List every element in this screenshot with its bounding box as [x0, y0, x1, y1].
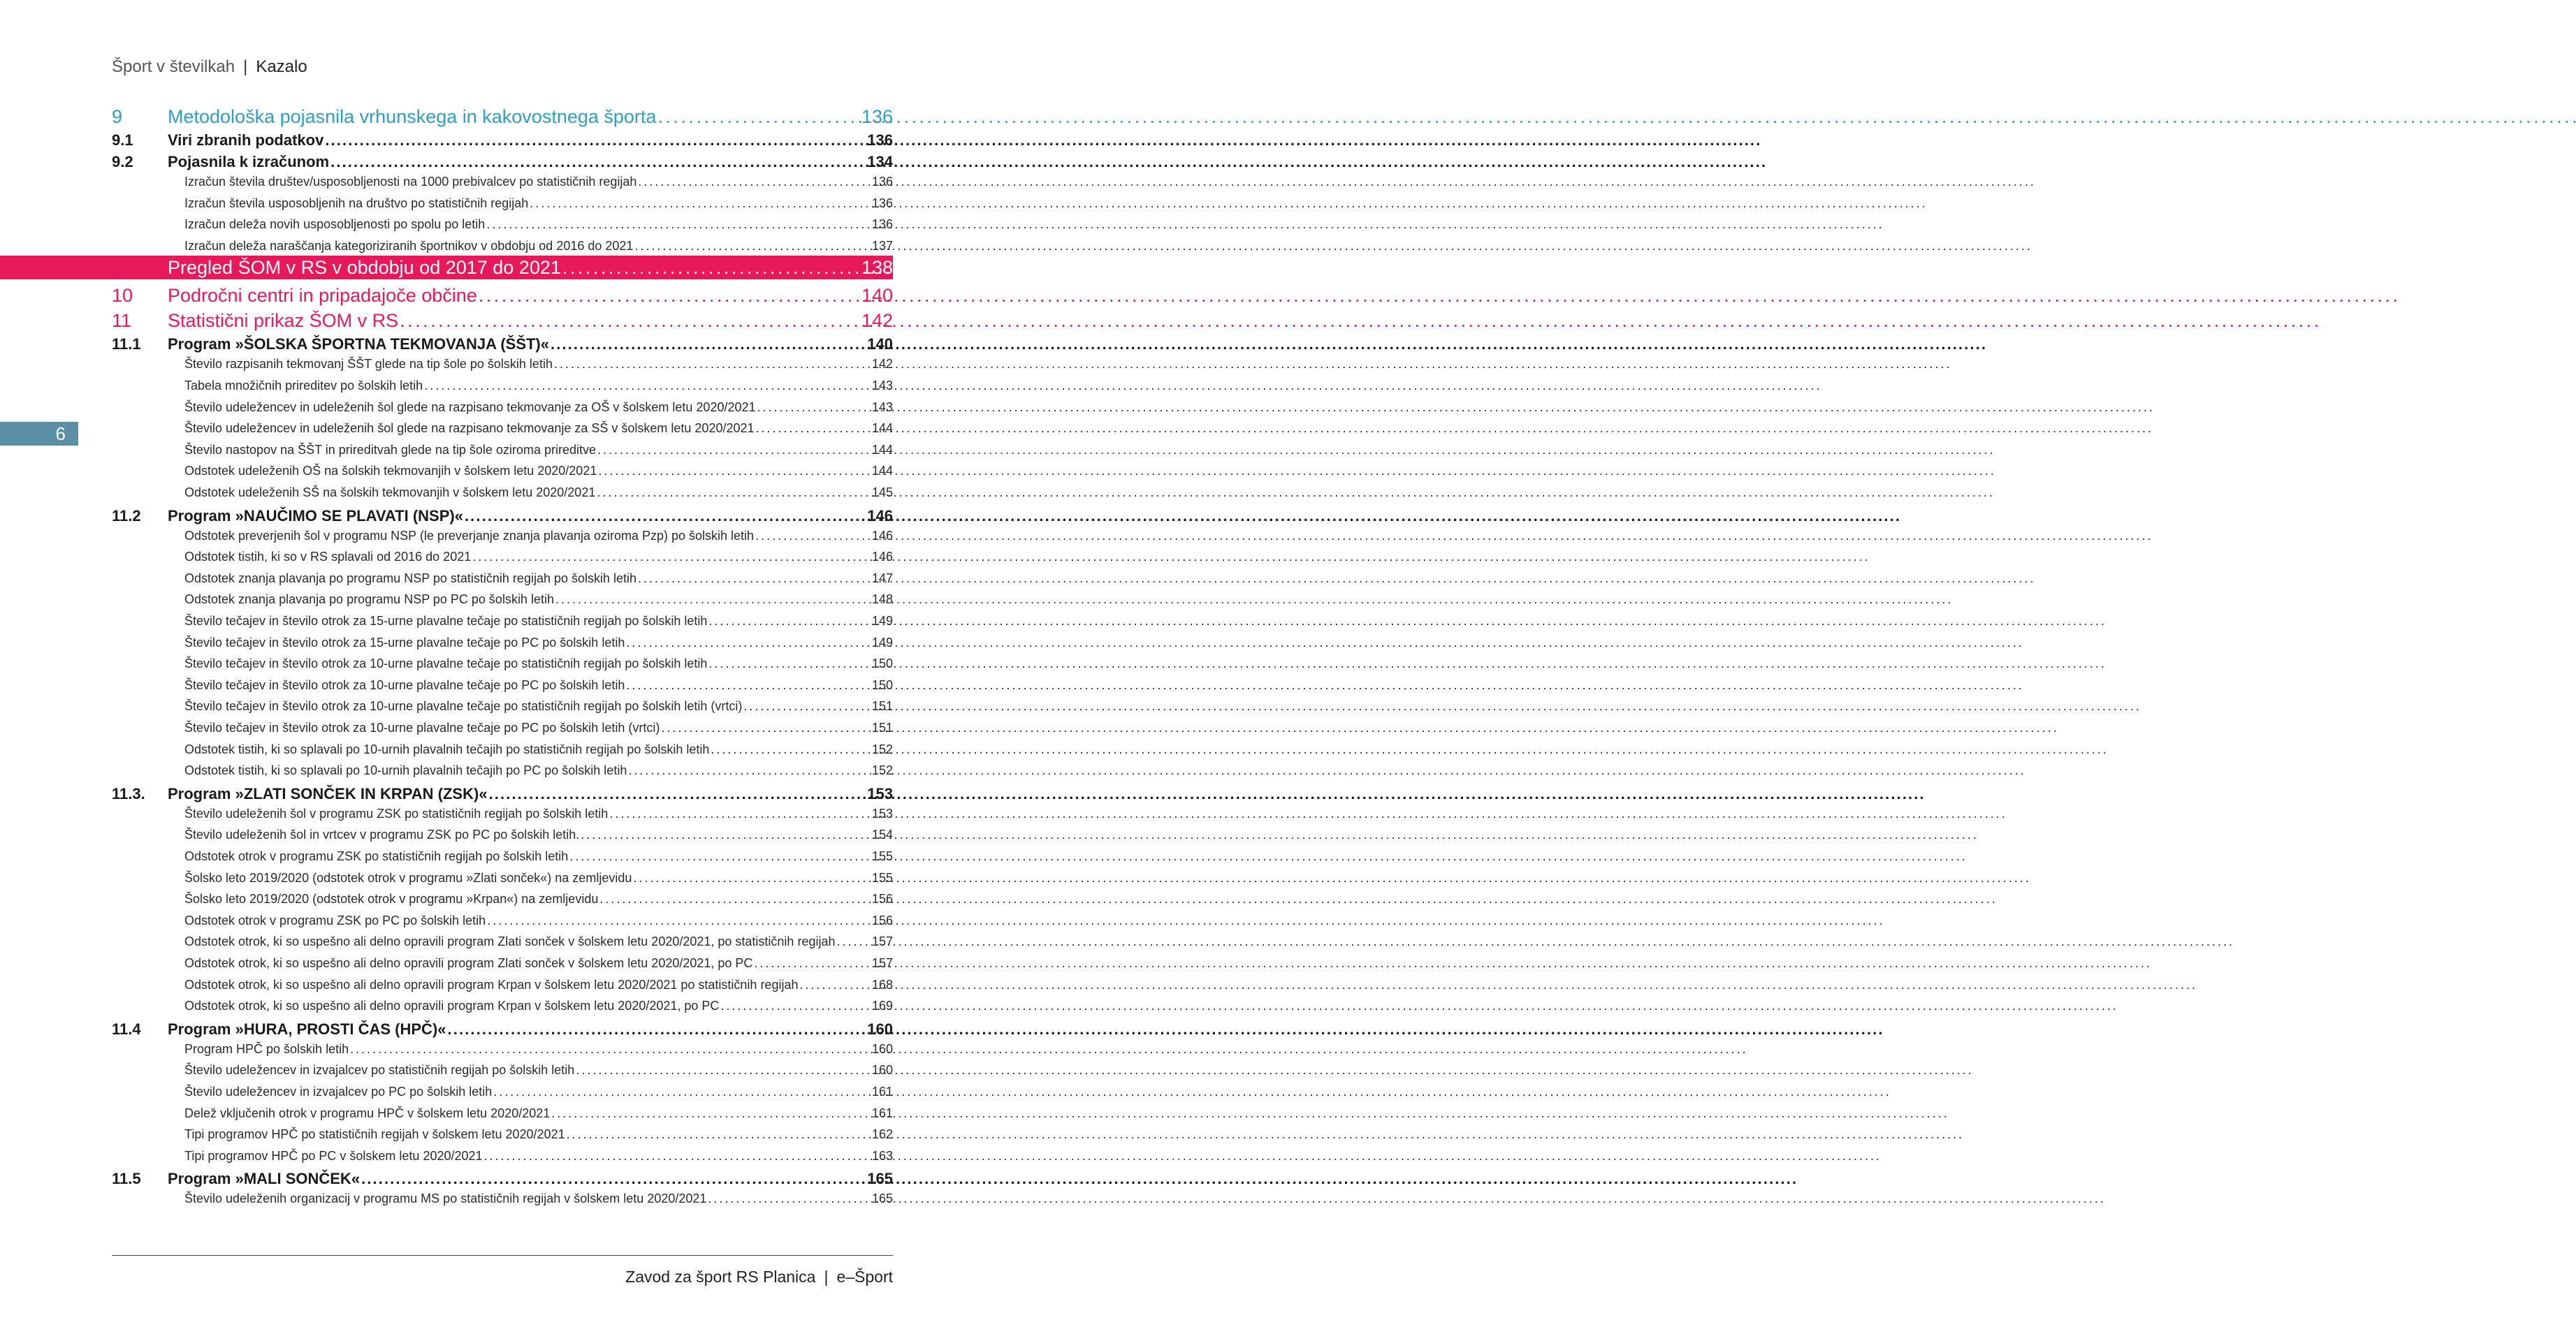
toc-page-number: 157 — [871, 956, 893, 970]
toc-entry-row[interactable] — [112, 550, 893, 564]
toc-page-number: 136 — [871, 196, 893, 210]
dot-leader — [581, 828, 871, 842]
toc-page-number: 156 — [871, 913, 893, 927]
toc-entry-row[interactable] — [112, 978, 893, 992]
toc-page-number: 140 — [867, 335, 893, 353]
toc-entry-title: Število tečajev in število otrok za 10-urne plavalne tečaje po PC po šolskih letih (vrtci) — [184, 721, 660, 735]
toc-entry-row[interactable] — [112, 1042, 893, 1057]
dot-leader — [555, 592, 871, 607]
toc-entry-row[interactable] — [112, 1063, 893, 1078]
dot-leader — [325, 131, 866, 149]
toc-entry-row[interactable] — [112, 357, 893, 372]
toc-entry-row[interactable] — [112, 721, 893, 735]
toc-entry-row[interactable] — [112, 807, 893, 821]
dot-leader — [484, 1149, 871, 1164]
toc-page-number: 165 — [867, 1170, 893, 1188]
dot-leader — [633, 871, 871, 886]
toc-entry-title: Število tečajev in število otrok za 10-urne plavalne tečaje po statističnih regijah po šolskih letih (vrtci) — [184, 699, 743, 714]
toc-page-number: 144 — [871, 442, 893, 457]
toc-page-number: 160 — [867, 1020, 893, 1038]
toc-entry-title: Število tečajev in število otrok za 15-urne plavalne tečaje po statističnih regijah po šolskih letih — [184, 614, 708, 628]
dot-leader — [634, 239, 871, 254]
toc-entry-title: Odstotek tistih, ki so splavali po 10-urnih plavalnih tečajih po statističnih regijah po šolskih letih — [184, 742, 710, 756]
toc-section-row[interactable] — [112, 1020, 893, 1039]
toc-chapter-title: Področni centri in pripadajoče občine — [168, 285, 477, 307]
toc-section-row[interactable] — [112, 335, 893, 353]
page-number-tab — [0, 422, 78, 446]
toc-page-number: 157 — [871, 934, 893, 949]
toc-entry-row[interactable] — [112, 443, 893, 457]
dot-leader — [598, 464, 871, 478]
toc-page-number: 136 — [871, 175, 893, 189]
toc-section-title: Program »MALI SONČEK« — [168, 1170, 361, 1188]
toc-section-number: 11.2 — [112, 506, 141, 525]
toc-entry-title: Število udeleženih šol in vrtcev v programu ZSK po PC po šolskih letih. — [184, 828, 580, 842]
toc-page-number: 151 — [871, 721, 893, 735]
toc-page-number: 144 — [871, 421, 893, 436]
dot-leader — [626, 678, 871, 693]
toc-page-number: 147 — [871, 571, 893, 585]
toc-entry-row[interactable] — [112, 657, 893, 671]
toc-entry-row[interactable] — [112, 592, 893, 607]
dot-leader — [361, 1170, 866, 1188]
dot-leader — [330, 153, 866, 171]
toc-entry-row[interactable] — [112, 871, 893, 886]
toc-section-number: 11.4 — [112, 1020, 141, 1038]
dot-leader — [754, 956, 871, 971]
toc-page-number: 155 — [871, 870, 893, 885]
toc-entry-title: Število udeleženih šol v programu ZSK po statističnih regijah po šolskih letih — [184, 806, 609, 821]
toc-entry-title: Število udeležencev in udeleženih šol glede na razpisano tekmovanje za OŠ v šolskem letu 2020/2021 — [184, 399, 756, 414]
toc-entry-title: Število tečajev in število otrok za 10-urne plavalne tečaje po PC po šolskih letih — [184, 677, 625, 692]
toc-entry-title: Število nastopov na ŠŠT in prireditvah glede na tip šole oziroma prireditve — [184, 442, 596, 457]
toc-entry-row[interactable] — [112, 742, 893, 757]
toc-entry-row[interactable] — [112, 529, 893, 543]
toc-entry-row[interactable] — [112, 1106, 893, 1121]
toc-entry-row[interactable] — [112, 379, 893, 393]
dot-leader — [626, 636, 871, 650]
toc-page-number: 163 — [871, 1148, 893, 1163]
toc-page-number: 143 — [871, 399, 893, 414]
toc-entry-title: Program HPČ po šolskih letih — [184, 1041, 349, 1056]
toc-page-number: 168 — [871, 977, 893, 992]
dot-leader — [657, 106, 860, 128]
toc-entry-row[interactable] — [112, 239, 893, 254]
toc-chapter-row[interactable] — [0, 256, 893, 279]
toc-entry-title: Odstotek znanja plavanja po programu NSP po statističnih regijah po šolskih letih — [184, 571, 637, 585]
toc-page-number: 160 — [871, 1041, 893, 1056]
toc-page-number: 143 — [871, 379, 893, 393]
toc-page-number: 144 — [871, 464, 893, 478]
toc-section-row[interactable] — [112, 785, 893, 803]
toc-entry-row[interactable] — [112, 636, 893, 650]
footer-publisher: Zavod za šport RS Planica — [625, 1268, 816, 1286]
dot-leader — [551, 1106, 871, 1121]
toc-entry-row[interactable] — [112, 1127, 893, 1142]
toc-page-number: 146 — [871, 528, 893, 543]
dot-leader — [628, 763, 871, 778]
toc-chapter-title: Pregled ŠOM v RS v obdobju od 2017 do 2021 — [168, 256, 561, 278]
toc-section-number: 9.2 — [112, 153, 133, 170]
toc-section-number: 11.3. — [112, 784, 145, 802]
toc-page-number: 152 — [871, 763, 893, 778]
toc-entry-title: Tipi programov HPČ po PC v šolskem letu 2020/2021 — [184, 1148, 483, 1163]
toc-entry-title: Število udeležencev in izvajalcev po statističnih regijah po šolskih letih — [184, 1063, 575, 1078]
toc-entry-row[interactable] — [112, 1085, 893, 1099]
dot-leader — [638, 571, 871, 586]
toc-page-number: 148 — [871, 592, 893, 607]
toc-section-number: 9.1 — [112, 131, 133, 149]
dot-leader — [609, 807, 871, 821]
page-header — [112, 57, 307, 77]
toc-entry-title: Število tečajev in število otrok za 15-urne plavalne tečaje po PC po šolskih letih — [184, 635, 625, 650]
toc-entry-row[interactable] — [112, 956, 893, 971]
toc-page-number: 134 — [867, 153, 893, 170]
toc-page-number: 145 — [871, 485, 893, 499]
toc-entry-title: Odstotek tistih, ki so splavali po 10-urnih plavalnih tečajih po PC po šolskih letih — [184, 763, 627, 778]
toc-entry-row[interactable] — [112, 999, 893, 1013]
toc-section-row[interactable] — [112, 153, 893, 171]
header-separator: | — [243, 57, 248, 76]
dot-leader — [472, 550, 871, 564]
toc-entry-row[interactable] — [112, 485, 893, 500]
toc-entry-row[interactable] — [112, 678, 893, 693]
toc-page-number: 162 — [871, 1127, 893, 1142]
dot-leader — [448, 1020, 866, 1039]
dot-leader — [551, 335, 866, 353]
toc-page-number: 142 — [871, 357, 893, 372]
toc-page-number: 154 — [871, 828, 893, 842]
toc-entry-row[interactable] — [112, 1191, 893, 1206]
dot-leader — [799, 978, 870, 992]
dot-leader — [569, 849, 871, 864]
dot-leader — [708, 1191, 871, 1206]
toc-entry-row[interactable] — [112, 934, 893, 949]
toc-entry-title: Tabela množičnih prireditev po šolskih letih — [184, 379, 423, 393]
dot-leader — [743, 699, 871, 714]
toc-section-row[interactable] — [112, 131, 893, 149]
toc-page-number: 140 — [861, 285, 893, 307]
toc-entry-title: Odstotek otrok, ki so uspešno ali delno opravili program Zlati sonček v šolskem letu 2020/2021, po statističnih regijah — [184, 934, 836, 949]
toc-section-title: Program »ŠOLSKA ŠPORTNA TEKMOVANJA (ŠŠT)« — [168, 335, 549, 353]
toc-entry-title: Izračun števila usposobljenih na društvo po statističnih regijah — [184, 196, 529, 210]
toc-page-number: 137 — [871, 238, 893, 253]
toc-entry-row[interactable] — [112, 175, 893, 189]
toc-page-number: 142 — [861, 310, 893, 332]
toc-entry-title: Odstotek udeleženih SŠ na šolskih tekmovanjih v šolskem letu 2020/2021 — [184, 485, 596, 499]
dot-leader — [400, 310, 860, 332]
footer-series: e–Šport — [836, 1268, 893, 1286]
page-number: 6 — [55, 423, 66, 444]
toc-section-title: Program »ZLATI SONČEK IN KRPAN (ZSK)« — [168, 784, 488, 802]
toc-entry-row[interactable] — [112, 464, 893, 478]
toc-entry-row[interactable] — [112, 1149, 893, 1164]
toc-page-number: 149 — [871, 635, 893, 650]
dot-leader — [711, 742, 871, 757]
toc-entry-row[interactable] — [112, 614, 893, 629]
toc-entry-row[interactable] — [112, 217, 893, 232]
toc-entry-title: Šolsko leto 2019/2020 (odstotek otrok v programu »Krpan«) na zemljevidu — [184, 892, 599, 907]
toc-entry-title: Število tečajev in število otrok za 10-urne plavalne tečaje po statističnih regijah po šolskih letih — [184, 657, 708, 671]
dot-leader — [638, 175, 871, 189]
toc-entry-title: Število udeleženih organizacij v programu MS po statističnih regijah v šolskem letu 2020/2021 — [184, 1191, 707, 1206]
toc-entry-title: Odstotek tistih, ki so v RS splavali od 2016 do 2021 — [184, 550, 472, 564]
dot-leader — [487, 914, 871, 928]
dot-leader — [756, 421, 871, 436]
toc-section-number: 11.5 — [112, 1170, 141, 1188]
toc-entry-title: Izračun števila društev/usposobljenosti na 1000 prebivalcev po statističnih regijah — [184, 175, 637, 189]
toc-entry-row[interactable] — [112, 849, 893, 864]
dot-leader — [554, 357, 871, 372]
toc-section-title: Program »HURA, PROSTI ČAS (HPČ)« — [168, 1020, 446, 1038]
toc-page-number: 155 — [871, 849, 893, 863]
toc-page-number: 136 — [871, 217, 893, 232]
dot-leader — [755, 529, 871, 543]
dot-leader — [530, 196, 871, 211]
toc-section-title: Viri zbranih podatkov — [168, 131, 324, 149]
toc-entry-title: Tipi programov HPČ po statističnih regijah v šolskem letu 2020/2021 — [184, 1127, 565, 1142]
toc-entry-row[interactable] — [112, 421, 893, 436]
toc-page-number: 160 — [871, 1063, 893, 1078]
toc-section-row[interactable] — [112, 1170, 893, 1188]
toc-entry-row[interactable] — [112, 892, 893, 907]
toc-entry-title: Odstotek otrok, ki so uspešno ali delno opravili program Zlati sonček v šolskem letu 2020/2021, po PC — [184, 956, 753, 970]
dot-leader — [424, 379, 871, 393]
dot-leader — [465, 507, 866, 525]
toc-entry-title: Šolsko leto 2019/2020 (odstotek otrok v programu »Zlati sonček«) na zemljevidu — [184, 870, 632, 885]
toc-page-number: 146 — [867, 506, 893, 525]
toc-chapter-title: Metodološka pojasnila vrhunskega in kakovostnega športa — [168, 106, 657, 127]
toc-entry-title: Delež vključenih otrok v programu HPČ v šolskem letu 2020/2021 — [184, 1106, 551, 1120]
toc-page-number: 156 — [871, 892, 893, 907]
toc-entry-title: Izračun deleža naraščanja kategoriziranih športnikov v obdobju od 2016 do 2021 — [184, 238, 634, 253]
toc-entry-row[interactable] — [112, 699, 893, 714]
dot-leader — [567, 1127, 871, 1142]
section-title: Kazalo — [256, 57, 307, 76]
toc-page-number: 150 — [871, 657, 893, 671]
toc-page-number: 153 — [871, 806, 893, 821]
dot-leader — [597, 443, 871, 457]
toc-entry-row[interactable] — [112, 196, 893, 211]
page-footer — [625, 1268, 893, 1286]
toc-section-title: Program »NAUČIMO SE PLAVATI (NSP)« — [168, 506, 463, 525]
toc-chapter-title: Statistični prikaz ŠOM v RS — [168, 310, 399, 332]
toc-chapter-number: 10 — [112, 285, 133, 307]
toc-page-number: 161 — [871, 1106, 893, 1120]
dot-leader — [493, 1085, 871, 1099]
toc-page-number: 153 — [867, 784, 893, 802]
toc-entry-title: Odstotek otrok, ki so uspešno ali delno opravili program Krpan v šolskem letu 2020/2021, po PC — [184, 999, 720, 1013]
toc-entry-title: Odstotek otrok v programu ZSK po PC po šolskih letih — [184, 913, 486, 927]
toc-page-number: 149 — [871, 614, 893, 628]
dot-leader — [576, 1063, 871, 1078]
toc-section-row[interactable] — [112, 507, 893, 525]
toc-page-number: 169 — [871, 999, 893, 1013]
toc-page-number: 138 — [861, 256, 893, 278]
toc-entry-title: Število udeležencev in udeleženih šol glede na razpisano tekmovanje za SŠ v šolskem letu 2020/2021 — [184, 421, 755, 436]
dot-leader — [708, 614, 871, 629]
toc-entry-title: Odstotek udeleženih OŠ na šolskih tekmovanjih v šolskem letu 2020/2021 — [184, 464, 597, 478]
dot-leader — [836, 934, 870, 949]
toc-chapter-row[interactable] — [112, 285, 893, 307]
toc-entry-title: Odstotek otrok, ki so uspešno ali delno opravili program Krpan v šolskem letu 2020/2021 po statističnih regijah — [184, 977, 799, 992]
toc-chapter-number: 9 — [112, 106, 123, 127]
toc-page-number: 161 — [871, 1085, 893, 1099]
toc-entry-title: Število udeležencev in izvajalcev po PC po šolskih letih — [184, 1085, 493, 1099]
toc-page-number: 151 — [871, 699, 893, 714]
dot-leader — [720, 999, 871, 1013]
dot-leader — [708, 657, 871, 671]
toc-chapter-number: 11 — [112, 310, 132, 332]
dot-leader — [479, 285, 860, 307]
dot-leader — [597, 485, 871, 500]
toc-section-title: Pojasnila k izračunom — [168, 153, 330, 170]
dot-leader — [489, 785, 866, 803]
toc-entry-title: Odstotek otrok v programu ZSK po statističnih regijah po šolskih letih — [184, 849, 569, 863]
toc-entry-title: Odstotek preverjenih šol v programu NSP (le preverjanje znanja plavanja oziroma Pzp) po šolskih letih — [184, 528, 755, 543]
dot-leader — [562, 257, 860, 279]
toc-chapter-row[interactable] — [112, 310, 893, 332]
toc-page-number: 152 — [871, 742, 893, 756]
toc-entry-title: Odstotek znanja plavanja po programu NSP po PC po šolskih letih — [184, 592, 554, 607]
toc-chapter-row[interactable] — [112, 106, 893, 128]
toc-entry-row[interactable] — [112, 828, 893, 842]
footer-divider — [112, 1255, 893, 1256]
toc-entry-row[interactable] — [112, 571, 893, 586]
dot-leader — [486, 217, 871, 232]
dot-leader — [661, 721, 871, 735]
footer-separator: | — [824, 1268, 829, 1286]
toc-entry-title: Izračun deleža novih usposobljenosti po spolu po letih — [184, 217, 486, 232]
dot-leader — [757, 400, 871, 415]
publication-title: Šport v številkah — [112, 57, 235, 76]
toc-entry-row[interactable] — [112, 914, 893, 928]
dot-leader — [350, 1042, 871, 1057]
toc-entry-row[interactable] — [112, 400, 893, 415]
toc-entry-row[interactable] — [112, 763, 893, 778]
dot-leader — [599, 892, 871, 907]
toc-page-number: 165 — [871, 1191, 893, 1206]
toc-page-number: 146 — [871, 550, 893, 564]
toc-page-number: 150 — [871, 677, 893, 692]
toc-page-number: 136 — [861, 106, 893, 127]
toc-entry-title: Število razpisanih tekmovanj ŠŠT glede na tip šole po šolskih letih — [184, 357, 553, 372]
toc-page-number: 136 — [867, 131, 893, 149]
toc-section-number: 11.1 — [112, 335, 141, 353]
